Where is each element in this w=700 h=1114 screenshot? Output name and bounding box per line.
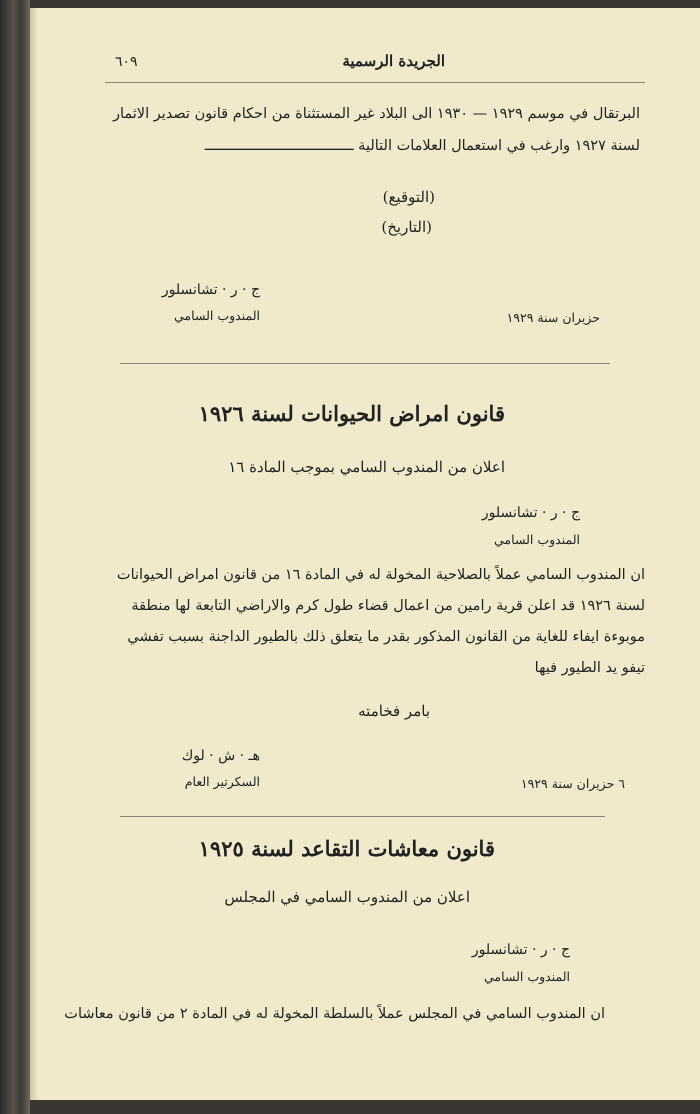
continuation-line-1: البرتقال في موسم ١٩٢٩ — ١٩٣٠ الى البلاد غير المستثناة من احكام قانون تصدير الاثمار bbox=[112, 106, 640, 122]
continuation-signatory-name: ج · ر · تشانسلور bbox=[161, 282, 260, 298]
continuation-line-2: لسنة ١٩٢٧ وارغب في استعمال العلامات التالية ـــــــــــــــــــــــــــــــــــ bbox=[204, 138, 640, 154]
section1-body-line-4: تيفو يد الطيور فيها bbox=[534, 660, 645, 676]
section2-subtitle: اعلان من المندوب السامي في المجلس bbox=[224, 888, 470, 906]
page-number: ٦٠٩ bbox=[115, 54, 138, 70]
section1-order-line: بامر فخامته bbox=[358, 702, 430, 720]
section-divider-1 bbox=[120, 363, 610, 364]
section2-title: قانون معاشات التقاعد لسنة ١٩٢٥ bbox=[198, 836, 495, 861]
section1-signatory-title: السكرتير العام bbox=[184, 774, 260, 789]
section2-issuer-name: ج · ر · تشانسلور bbox=[471, 942, 570, 958]
section1-issuer-title: المندوب السامي bbox=[494, 532, 580, 547]
section1-issuer-name: ج · ر · تشانسلور bbox=[481, 505, 580, 521]
continuation-date: حزيران سنة ١٩٢٩ bbox=[506, 310, 600, 325]
date-placeholder: (التاريخ) bbox=[381, 218, 432, 236]
journal-title: الجريدة الرسمية bbox=[342, 52, 445, 70]
section2-body-line-1: ان المندوب السامي في المجلس عملاً بالسلطة المخولة له في المادة ٢ من قانون معاشات bbox=[64, 1006, 605, 1022]
section1-body-line-3: موبوءة ايفاء للغاية من القانون المذكور بقدر ما يتعلق ذلك بالطيور الداجنة بسبب تفشي bbox=[127, 629, 645, 645]
document-page bbox=[30, 8, 700, 1100]
signature-placeholder: (التوقيع) bbox=[382, 188, 435, 206]
section1-title: قانون امراض الحيوانات لسنة ١٩٢٦ bbox=[198, 401, 505, 426]
section1-subtitle: اعلان من المندوب السامي بموجب المادة ١٦ bbox=[228, 458, 505, 476]
page-gutter-shadow bbox=[30, 8, 38, 1100]
section-divider-2 bbox=[120, 816, 605, 817]
continuation-signatory-title: المندوب السامي bbox=[174, 308, 260, 323]
section2-issuer-title: المندوب السامي bbox=[484, 969, 570, 984]
header-rule bbox=[105, 82, 645, 83]
section1-body-line-2: لسنة ١٩٢٦ قد اعلن قرية رامين من اعمال قضاء طول كرم والاراضي التابعة لها منطقة bbox=[131, 598, 645, 614]
book-binding bbox=[0, 0, 30, 1114]
section1-body-line-1: ان المندوب السامي عملاً بالصلاحية المخولة له في المادة ١٦ من قانون امراض الحيوانات bbox=[116, 567, 645, 583]
section1-signatory-name: هـ · ش · لوك bbox=[181, 748, 260, 764]
section1-date: ٦ حزيران سنة ١٩٢٩ bbox=[520, 776, 625, 791]
